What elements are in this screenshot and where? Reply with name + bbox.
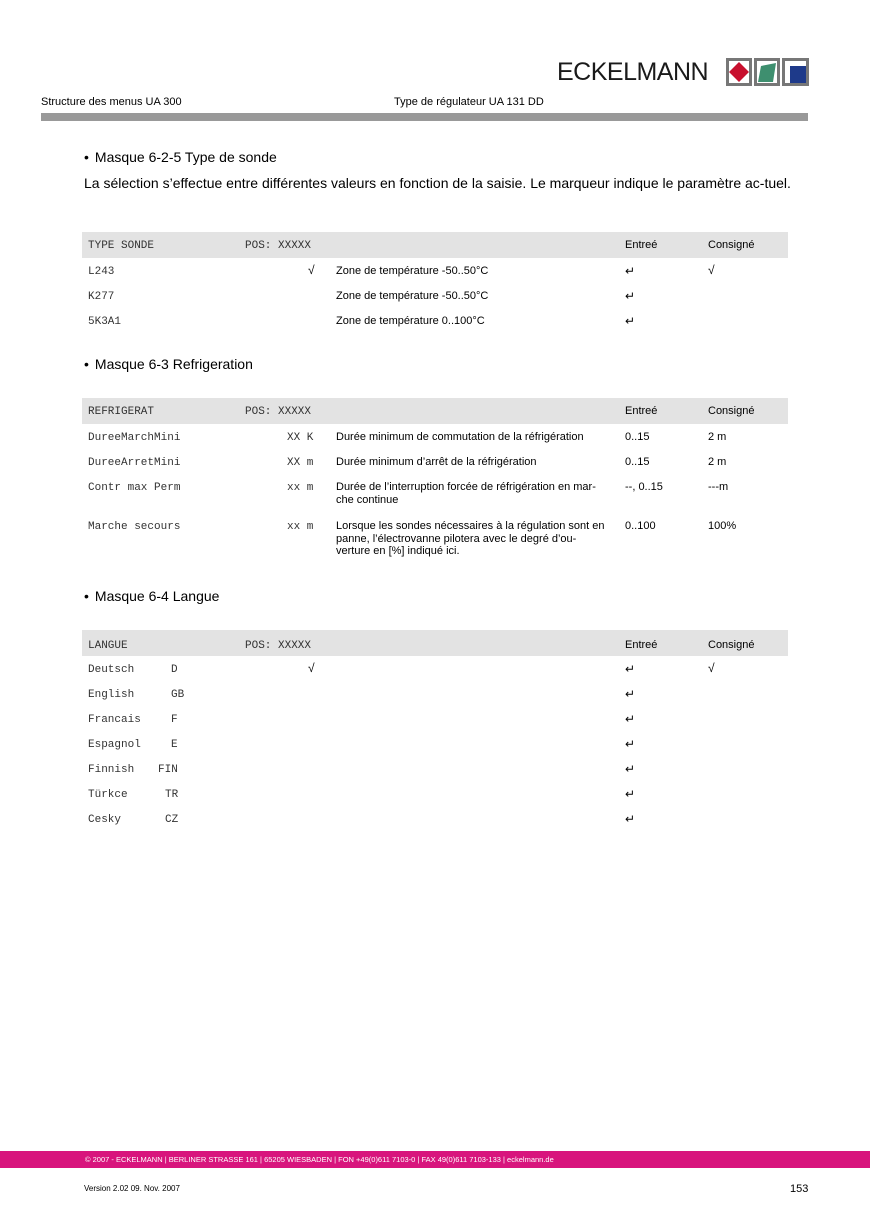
page-number: 153 bbox=[790, 1183, 809, 1195]
entree-return-icon: ↵ bbox=[625, 762, 636, 776]
language-name: Espagnol bbox=[88, 739, 141, 751]
language-code: FIN bbox=[158, 764, 178, 776]
language-code: GB bbox=[171, 689, 185, 701]
row-description: Zone de température -50..50°C bbox=[336, 290, 489, 302]
language-name: English bbox=[88, 689, 135, 701]
language-code: F bbox=[171, 714, 178, 726]
row-description: Zone de température 0..100°C bbox=[336, 315, 485, 327]
table-header-refrigeration bbox=[82, 398, 788, 424]
row-label: DureeArretMini bbox=[88, 457, 181, 469]
row-label: Contr max Perm bbox=[88, 482, 181, 494]
entree-return-icon: ↵ bbox=[625, 787, 636, 801]
header-consigne: Consigné bbox=[708, 405, 755, 417]
header-entree: Entreé bbox=[625, 239, 658, 251]
consigne-check: √ bbox=[708, 263, 715, 277]
header-col1: REFRIGERAT bbox=[88, 406, 155, 418]
row-consigne: 100% bbox=[708, 520, 737, 532]
entree-return-icon: ↵ bbox=[625, 289, 636, 303]
table-header-langue bbox=[82, 630, 788, 656]
language-code: E bbox=[171, 739, 178, 751]
row-label: K277 bbox=[88, 291, 115, 303]
header-consigne: Consigné bbox=[708, 239, 755, 251]
language-code: TR bbox=[165, 789, 179, 801]
language-name: Cesky bbox=[88, 814, 122, 826]
row-label: DureeMarchMini bbox=[88, 432, 181, 444]
language-name: Finnish bbox=[88, 764, 135, 776]
header-entree: Entreé bbox=[625, 405, 658, 417]
language-name: Türkce bbox=[88, 789, 128, 801]
header-col1: LANGUE bbox=[88, 640, 128, 652]
header-left-title: Structure des menus UA 300 bbox=[41, 96, 182, 108]
version-date: Version 2.02 09. Nov. 2007 bbox=[84, 1184, 180, 1193]
row-unit: XX K bbox=[287, 432, 314, 444]
entree-return-icon: ↵ bbox=[625, 264, 636, 278]
consigne-check: √ bbox=[708, 661, 715, 675]
logo-wordmark: ECKELMANN bbox=[557, 58, 709, 86]
marker-check: √ bbox=[308, 263, 315, 277]
table-header-type-sonde bbox=[82, 232, 788, 258]
footer-address: © 2007 - ECKELMANN | BERLINER STRASSE 161 | 65205 WIESBADEN | FON +49(0)611 7103-0 | FAX 49(0)611 7103-133 | eckelmann.de bbox=[85, 1155, 554, 1164]
section-title-refrigeration: • Masque 6-3 Refrigeration bbox=[84, 356, 253, 373]
row-entree: 0..100 bbox=[625, 520, 656, 532]
language-name: Deutsch bbox=[88, 664, 135, 676]
header-pos: POS: XXXXX bbox=[245, 240, 312, 252]
header-consigne: Consigné bbox=[708, 639, 755, 651]
row-unit: xx m bbox=[287, 482, 314, 494]
row-label: Marche secours bbox=[88, 521, 181, 533]
section-title-type-sonde: • Masque 6-2-5 Type de sonde bbox=[84, 149, 277, 166]
row-description: Zone de température -50..50°C bbox=[336, 265, 489, 277]
language-name: Francais bbox=[88, 714, 141, 726]
row-consigne: 2 m bbox=[708, 431, 727, 443]
entree-return-icon: ↵ bbox=[625, 812, 636, 826]
row-description: Durée minimum d’arrêt de la réfrigération bbox=[336, 456, 537, 468]
row-description: Lorsque les sondes nécessaires à la régulation sont en panne, l’électrovanne pilotera avec le degré d’ou-verture en [%] indiqué ici. bbox=[336, 520, 605, 557]
header-pos: POS: XXXXX bbox=[245, 406, 312, 418]
row-unit: xx m bbox=[287, 521, 314, 533]
row-consigne: ---m bbox=[708, 481, 729, 493]
entree-return-icon: ↵ bbox=[625, 314, 636, 328]
row-entree: 0..15 bbox=[625, 456, 650, 468]
header-center-title: Type de régulateur UA 131 DD bbox=[394, 96, 544, 108]
entree-return-icon: ↵ bbox=[625, 662, 636, 676]
entree-return-icon: ↵ bbox=[625, 712, 636, 726]
row-entree: 0..15 bbox=[625, 431, 650, 443]
intro-paragraph: La sélection s’effectue entre différentes valeurs en fonction de la saisie. Le marqueur indique le paramètre ac-tuel. bbox=[84, 175, 791, 191]
row-label: 5K3A1 bbox=[88, 316, 122, 328]
header-entree: Entreé bbox=[625, 639, 658, 651]
row-label: L243 bbox=[88, 266, 115, 278]
header-pos: POS: XXXXX bbox=[245, 640, 312, 652]
header-divider bbox=[41, 113, 808, 121]
row-description: Durée de l’interruption forcée de réfrigération en mar-che continue bbox=[336, 481, 596, 506]
eckelmann-logo bbox=[557, 56, 809, 88]
row-entree: --, 0..15 bbox=[625, 481, 663, 493]
row-description: Durée minimum de commutation de la réfrigération bbox=[336, 431, 584, 443]
entree-return-icon: ↵ bbox=[625, 737, 636, 751]
entree-return-icon: ↵ bbox=[625, 687, 636, 701]
section-title-langue: • Masque 6-4 Langue bbox=[84, 588, 219, 605]
marker-check: √ bbox=[308, 661, 315, 675]
language-code: D bbox=[171, 664, 178, 676]
row-consigne: 2 m bbox=[708, 456, 727, 468]
logo-squares-icon bbox=[726, 58, 809, 86]
language-code: CZ bbox=[165, 814, 179, 826]
header-col1: TYPE SONDE bbox=[88, 240, 155, 252]
row-unit: XX m bbox=[287, 457, 314, 469]
